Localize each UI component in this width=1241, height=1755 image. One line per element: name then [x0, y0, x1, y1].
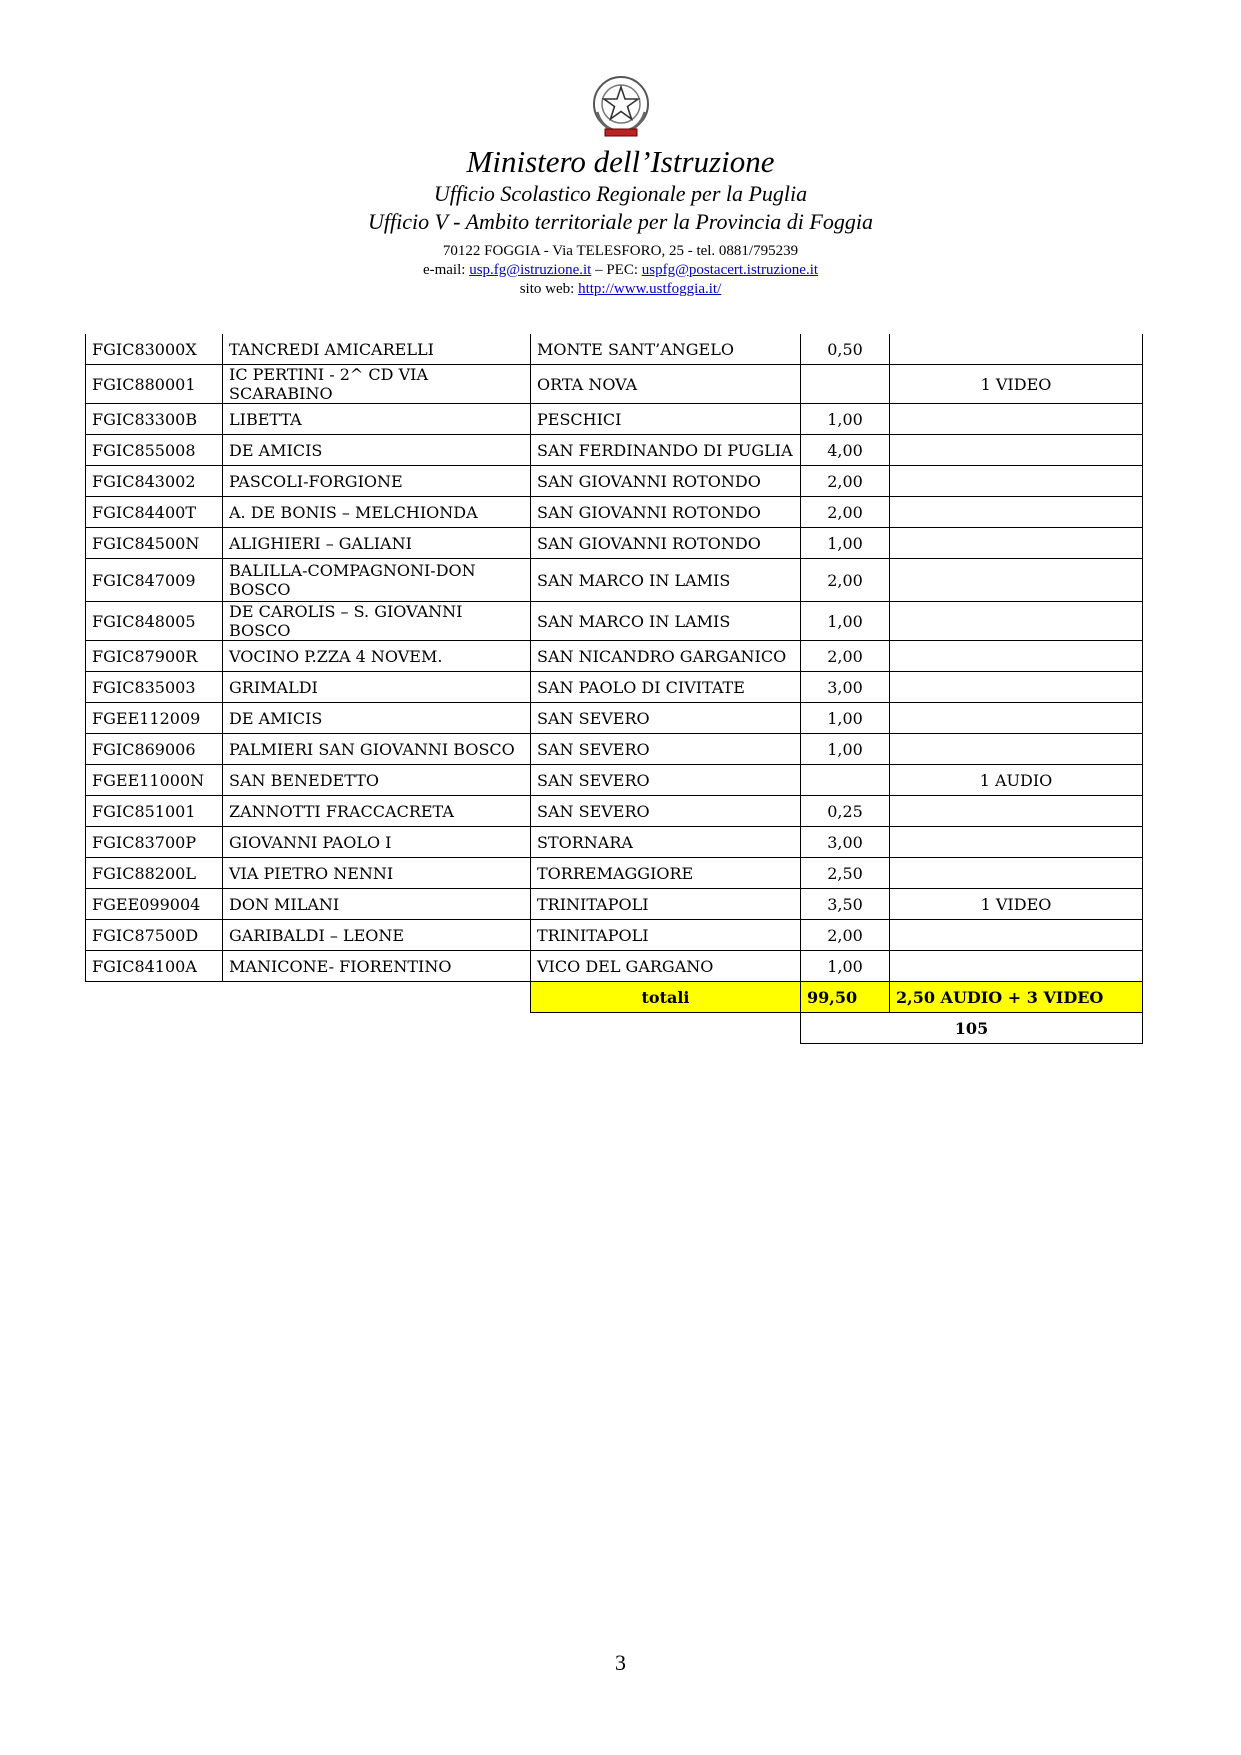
school-name: DON MILANI	[223, 889, 531, 920]
table-row	[86, 703, 1143, 734]
school-value: 2,00	[801, 641, 890, 672]
email-link[interactable]: usp.fg@istruzione.it	[469, 262, 592, 278]
table-row	[86, 641, 1143, 672]
school-note	[890, 528, 1143, 559]
school-name: VOCINO P.ZZA 4 NOVEM.	[223, 641, 531, 672]
school-note	[890, 602, 1143, 641]
school-value: 1,00	[801, 951, 890, 982]
school-note	[890, 858, 1143, 889]
table-row	[86, 734, 1143, 765]
school-value: 2,00	[801, 920, 890, 951]
totals-note: 2,50 AUDIO + 3 VIDEO	[890, 982, 1143, 1013]
school-value: 1,00	[801, 734, 890, 765]
school-note	[890, 334, 1143, 365]
email-label: e-mail:	[422, 262, 470, 278]
school-note	[890, 796, 1143, 827]
school-name: DE AMICIS	[223, 435, 531, 466]
school-code: FGIC84500N	[86, 528, 223, 559]
table-row	[86, 765, 1143, 796]
table-row	[86, 334, 1143, 365]
school-city: STORNARA	[531, 827, 801, 858]
web-link[interactable]: http://www.ustfoggia.it/	[578, 281, 722, 297]
school-value: 3,00	[801, 672, 890, 703]
school-code: FGIC835003	[86, 672, 223, 703]
school-city: MONTE SANT’ANGELO	[531, 334, 801, 365]
school-note	[890, 827, 1143, 858]
contacts	[0, 242, 1241, 299]
school-name: TANCREDI AMICARELLI	[223, 334, 531, 365]
school-code: FGIC843002	[86, 466, 223, 497]
school-code: FGIC87900R	[86, 641, 223, 672]
school-city: SAN SEVERO	[531, 703, 801, 734]
school-name: MANICONE- FIORENTINO	[223, 951, 531, 982]
school-name: BALILLA-COMPAGNONI-DON BOSCO	[223, 559, 531, 602]
school-code: FGIC83300B	[86, 404, 223, 435]
school-code: FGIC855008	[86, 435, 223, 466]
school-note: 1 AUDIO	[890, 765, 1143, 796]
grand-total: 105	[801, 1013, 1143, 1044]
table-row	[86, 404, 1143, 435]
school-note	[890, 435, 1143, 466]
school-code: FGIC83700P	[86, 827, 223, 858]
school-value: 2,00	[801, 559, 890, 602]
ministry-title: Ministero dell’Istruzione	[466, 144, 775, 179]
pec-link[interactable]: uspfg@postacert.istruzione.it	[641, 262, 819, 278]
school-value: 1,00	[801, 404, 890, 435]
pec-label: – PEC:	[591, 262, 642, 278]
school-code: FGEE099004	[86, 889, 223, 920]
letterhead	[0, 74, 1241, 299]
table-row	[86, 466, 1143, 497]
school-value: 1,00	[801, 703, 890, 734]
school-value: 1,00	[801, 528, 890, 559]
regional-office: Ufficio Scolastico Regionale per la Puglia	[433, 181, 808, 206]
school-code: FGIC880001	[86, 365, 223, 404]
school-code: FGIC88200L	[86, 858, 223, 889]
school-city: ORTA NOVA	[531, 365, 801, 404]
school-note	[890, 920, 1143, 951]
table-row	[86, 889, 1143, 920]
school-code: FGIC87500D	[86, 920, 223, 951]
school-city: SAN SEVERO	[531, 734, 801, 765]
totals-row	[86, 982, 1143, 1013]
web-line	[0, 280, 1241, 299]
totals-label: totali	[531, 982, 801, 1013]
school-name: GRIMALDI	[223, 672, 531, 703]
school-note: 1 VIDEO	[890, 889, 1143, 920]
school-note	[890, 497, 1143, 528]
totals-value: 99,50	[801, 982, 890, 1013]
school-city: PESCHICI	[531, 404, 801, 435]
table-row	[86, 602, 1143, 641]
page-number: 3	[615, 1650, 626, 1675]
provincial-office: Ufficio V - Ambito territoriale per la Provincia di Foggia	[368, 209, 873, 234]
grand-total-row	[86, 1013, 1143, 1044]
schools-table	[85, 334, 1143, 1044]
address: 70122 FOGGIA - Via TELESFORO, 25 - tel. 0881/795239	[442, 243, 799, 259]
school-name: VIA PIETRO NENNI	[223, 858, 531, 889]
empty-cell	[86, 1013, 223, 1044]
email-line	[0, 261, 1241, 280]
republic-emblem-icon	[591, 74, 651, 140]
school-city: TORREMAGGIORE	[531, 858, 801, 889]
school-name: IC PERTINI - 2^ CD VIA SCARABINO	[223, 365, 531, 404]
empty-cell	[223, 1013, 531, 1044]
school-value: 2,00	[801, 466, 890, 497]
school-note	[890, 466, 1143, 497]
table-row	[86, 858, 1143, 889]
table-row	[86, 559, 1143, 602]
school-note	[890, 951, 1143, 982]
school-code: FGEE11000N	[86, 765, 223, 796]
school-value: 2,50	[801, 858, 890, 889]
school-name: PASCOLI-FORGIONE	[223, 466, 531, 497]
school-city: TRINITAPOLI	[531, 889, 801, 920]
school-value	[801, 365, 890, 404]
school-note	[890, 559, 1143, 602]
school-name: ZANNOTTI FRACCACRETA	[223, 796, 531, 827]
school-note	[890, 404, 1143, 435]
school-value: 1,00	[801, 602, 890, 641]
table-row	[86, 365, 1143, 404]
table-row	[86, 435, 1143, 466]
school-city: SAN MARCO IN LAMIS	[531, 559, 801, 602]
school-city: SAN SEVERO	[531, 765, 801, 796]
empty-cell	[223, 982, 531, 1013]
school-code: FGIC83000X	[86, 334, 223, 365]
school-code: FGIC847009	[86, 559, 223, 602]
table-row	[86, 827, 1143, 858]
school-value: 0,25	[801, 796, 890, 827]
school-value: 4,00	[801, 435, 890, 466]
school-value: 0,50	[801, 334, 890, 365]
school-code: FGIC848005	[86, 602, 223, 641]
school-note	[890, 703, 1143, 734]
school-name: GIOVANNI PAOLO I	[223, 827, 531, 858]
school-code: FGIC851001	[86, 796, 223, 827]
school-note	[890, 672, 1143, 703]
school-city: SAN NICANDRO GARGANICO	[531, 641, 801, 672]
school-name: DE AMICIS	[223, 703, 531, 734]
school-code: FGIC869006	[86, 734, 223, 765]
school-city: SAN SEVERO	[531, 796, 801, 827]
school-city: SAN PAOLO DI CIVITATE	[531, 672, 801, 703]
school-note	[890, 734, 1143, 765]
empty-cell	[531, 1013, 801, 1044]
table-row	[86, 497, 1143, 528]
school-name: SAN BENEDETTO	[223, 765, 531, 796]
school-value: 3,50	[801, 889, 890, 920]
table-row	[86, 528, 1143, 559]
table-row	[86, 672, 1143, 703]
school-note: 1 VIDEO	[890, 365, 1143, 404]
school-name: GARIBALDI – LEONE	[223, 920, 531, 951]
school-city: VICO DEL GARGANO	[531, 951, 801, 982]
school-city: SAN MARCO IN LAMIS	[531, 602, 801, 641]
school-value	[801, 765, 890, 796]
school-name: ALIGHIERI – GALIANI	[223, 528, 531, 559]
school-city: SAN GIOVANNI ROTONDO	[531, 528, 801, 559]
school-name: LIBETTA	[223, 404, 531, 435]
school-code: FGEE112009	[86, 703, 223, 734]
table-row	[86, 920, 1143, 951]
school-name: DE CAROLIS – S. GIOVANNI BOSCO	[223, 602, 531, 641]
school-code: FGIC84100A	[86, 951, 223, 982]
empty-cell	[86, 982, 223, 1013]
web-label: sito web:	[519, 281, 579, 297]
school-city: SAN FERDINANDO DI PUGLIA	[531, 435, 801, 466]
school-code: FGIC84400T	[86, 497, 223, 528]
school-city: TRINITAPOLI	[531, 920, 801, 951]
school-value: 2,00	[801, 497, 890, 528]
school-city: SAN GIOVANNI ROTONDO	[531, 466, 801, 497]
table-row	[86, 796, 1143, 827]
school-note	[890, 641, 1143, 672]
school-value: 3,00	[801, 827, 890, 858]
school-name: A. DE BONIS – MELCHIONDA	[223, 497, 531, 528]
school-city: SAN GIOVANNI ROTONDO	[531, 497, 801, 528]
table-row	[86, 951, 1143, 982]
school-name: PALMIERI SAN GIOVANNI BOSCO	[223, 734, 531, 765]
